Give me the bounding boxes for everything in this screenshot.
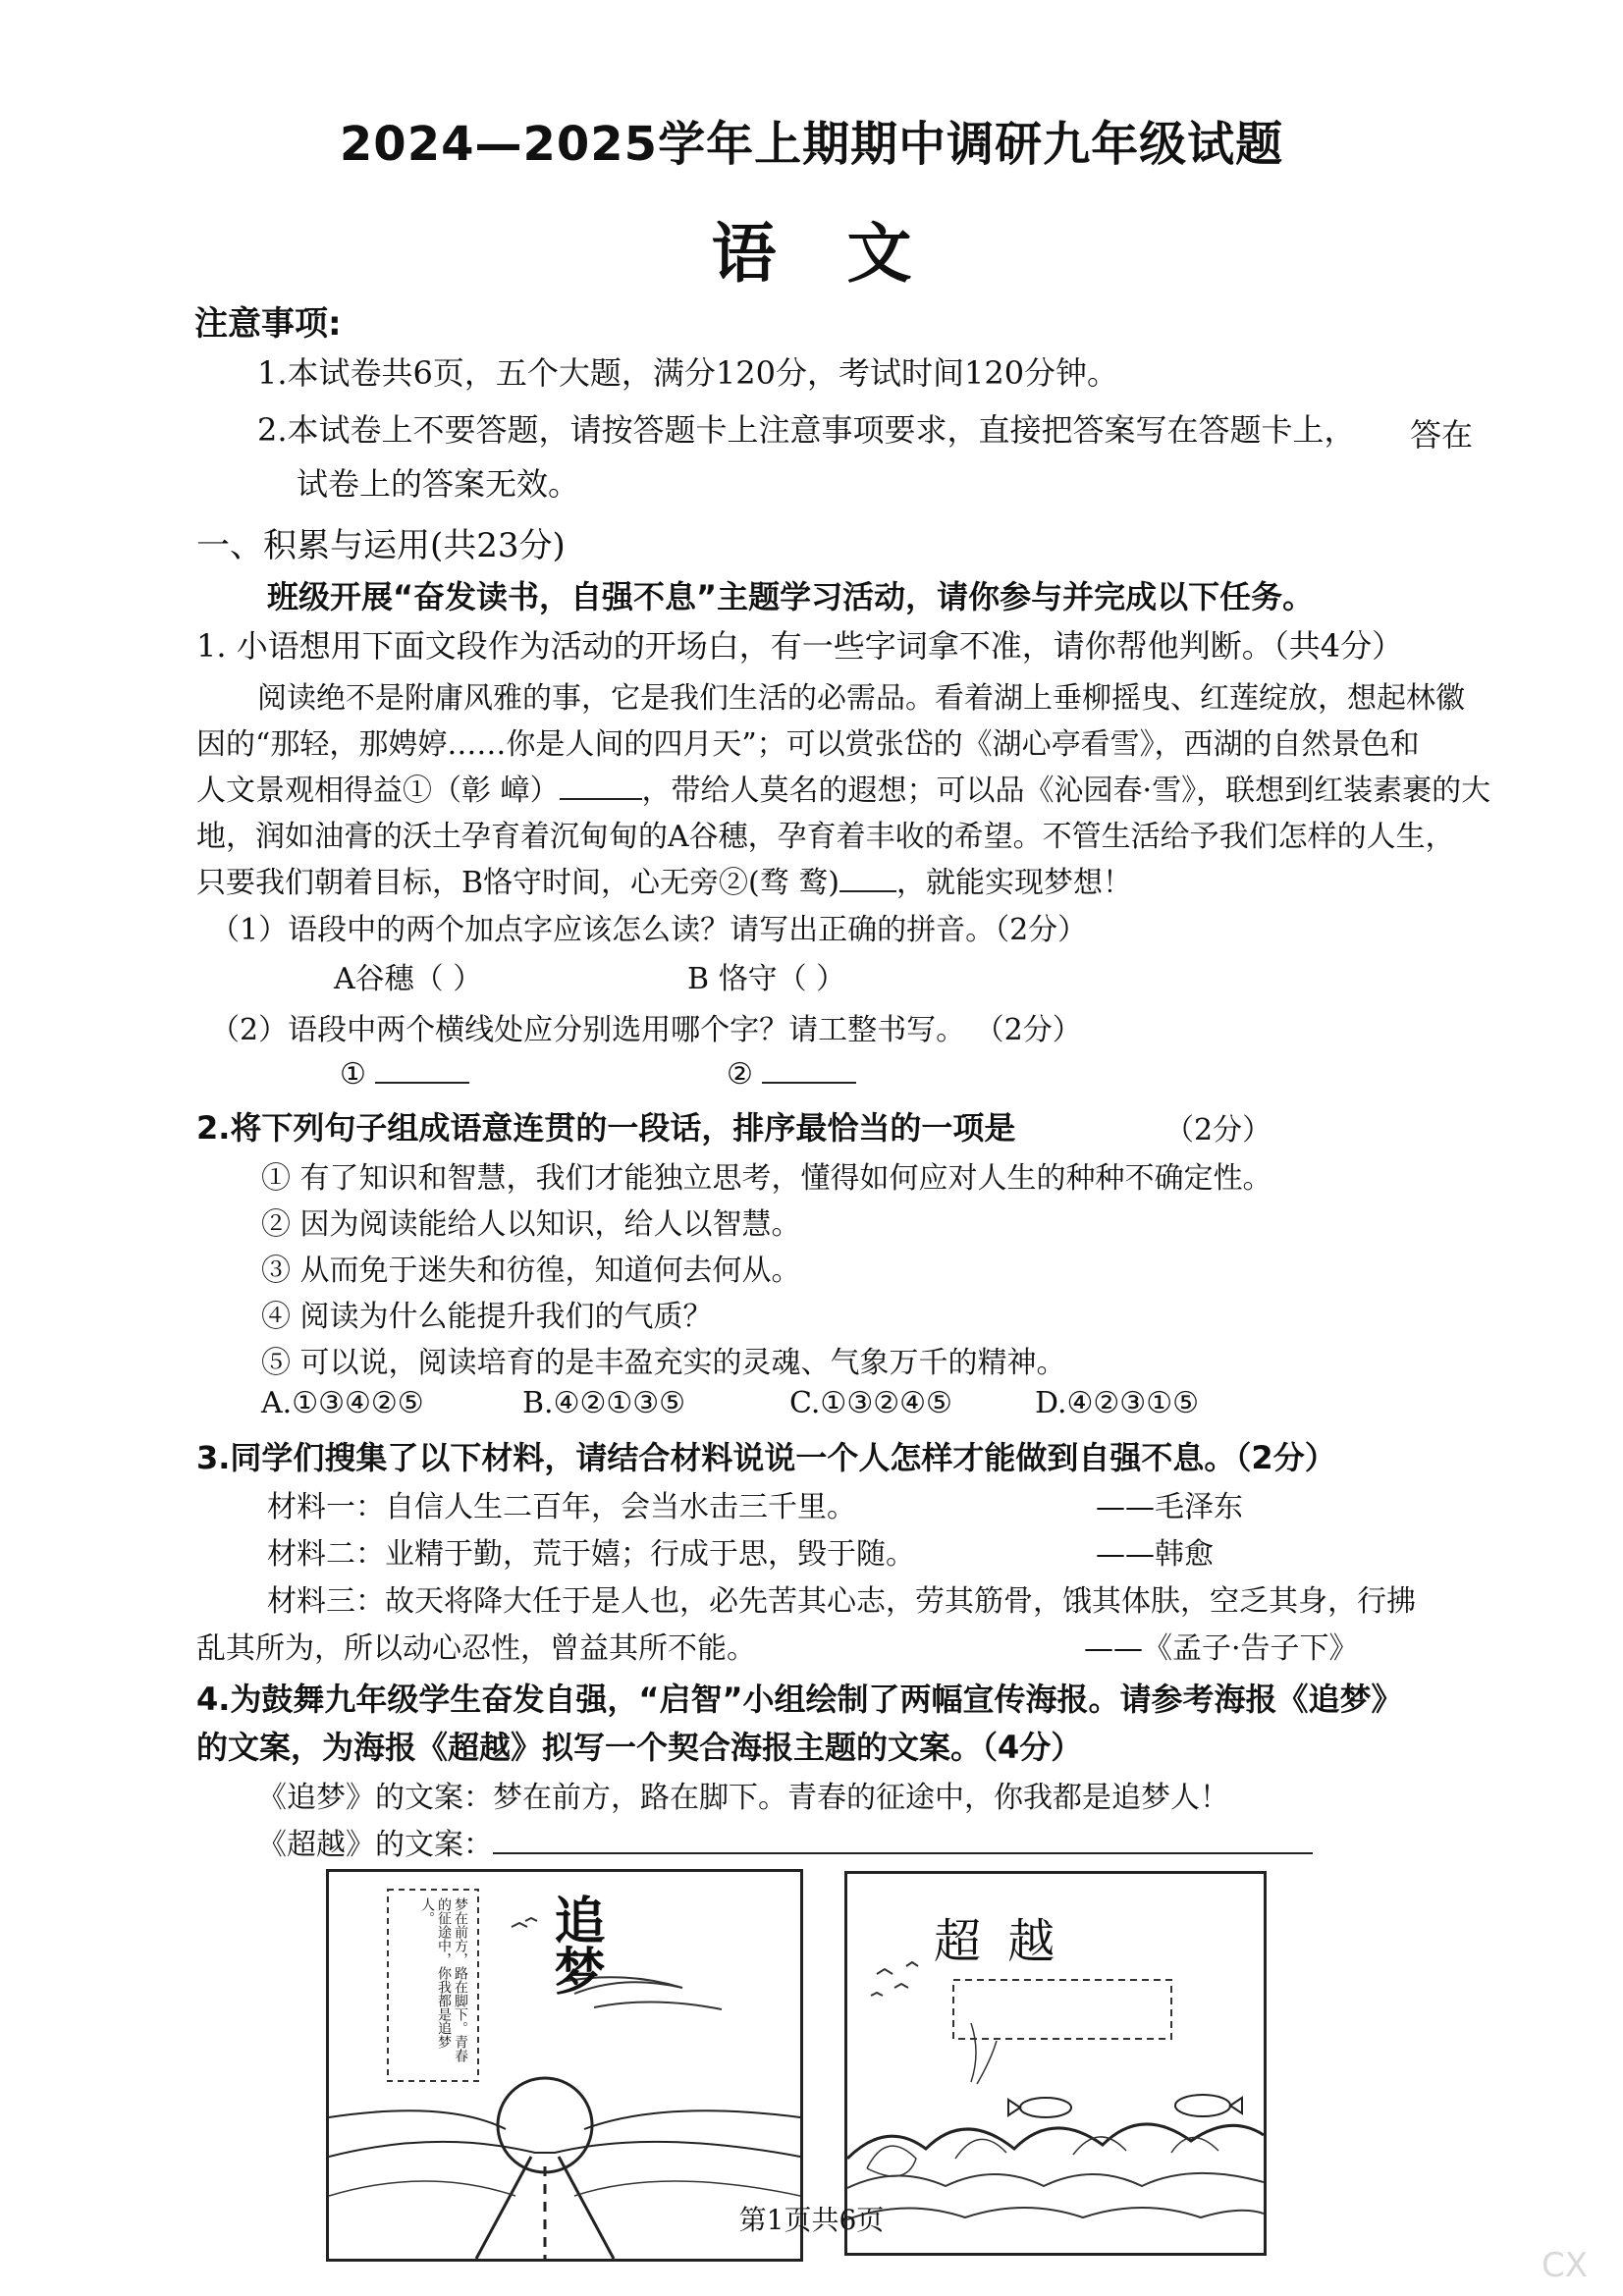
notice-item-1: 1.本试卷共6页，五个大题，满分120分，考试时间120分钟。 bbox=[257, 354, 1119, 392]
q1-passage-line-3a: 人文景观相得益①（彰 嶂） bbox=[196, 774, 560, 808]
q2-option-a: A.①③④②⑤ bbox=[261, 1386, 424, 1420]
q3-stem: 3.同学们搜集了以下材料，请结合材料说说一个人怎样才能做到自强不息。（2分） bbox=[196, 1439, 1336, 1476]
q3-material-3-line-1: 材料三：故天将降大任于是人也，必先苦其心志，劳其筋骨，饿其体肤，空乏其身，行拂 bbox=[267, 1584, 1416, 1619]
q1-passage-line-4: 地，润如油膏的沃土孕育着沉甸甸的A谷穗，孕育着丰收的希望。不管生活给予我们怎样的人生， bbox=[196, 820, 1455, 854]
q1-sub-question-2: （2）语段中两个横线处应分别选用哪个字？请工整书写。 （2分） bbox=[210, 1013, 1082, 1047]
q2-score: （2分） bbox=[1164, 1113, 1272, 1148]
q2-stem: 2.将下列句子组成语意连贯的一段话，排序最恰当的一项是 bbox=[196, 1109, 1016, 1147]
q2-sentence-5: ⑤ 可以说，阅读培育的是丰盈充实的灵魂、气象万千的精神。 bbox=[261, 1346, 1066, 1380]
birds bbox=[512, 1918, 537, 1927]
q3-material-1: 材料一：自信人生二百年，会当水击三千里。 bbox=[267, 1490, 856, 1524]
q2-option-b: B.④②①③⑤ bbox=[522, 1386, 686, 1420]
q1-blank-1 bbox=[560, 771, 642, 800]
q1-passage-line-3 bbox=[196, 766, 1490, 809]
q1-passage-line-5 bbox=[196, 858, 1132, 901]
q1-blank-2 bbox=[839, 863, 896, 892]
rising-sun bbox=[498, 2078, 592, 2172]
q4-stem-line-1: 4.为鼓舞九年级学生奋发自强，“启智”小组绘制了两幅宣传海报。请参考海报《追梦》 bbox=[196, 1681, 1403, 1718]
poster-chaoyue-title: 超 越 bbox=[934, 1914, 1061, 1969]
fish-2 bbox=[1175, 2095, 1230, 2116]
q2-sentence-4: ④ 阅读为什么能提升我们的气质？ bbox=[261, 1300, 713, 1334]
q2-sentence-2: ② 因为阅读能给人以知识，给人以智慧。 bbox=[261, 1207, 801, 1242]
birds bbox=[871, 1962, 918, 1996]
q1-sub-question-1: （1）语段中的两个加点字应该怎么读？请写出正确的拼音。（2分） bbox=[210, 913, 1088, 947]
notice-item-2b: 答在 bbox=[1410, 416, 1474, 454]
spray bbox=[971, 2023, 997, 2084]
q1-stem: 1. 小语想用下面文段作为活动的开场白，有一些字词拿不准，请你帮他判断。（共4分） bbox=[196, 627, 1404, 665]
page-number: 第1页共6页 bbox=[738, 2204, 885, 2236]
q4-copy-answer-label: 《超越》的文案： bbox=[257, 1828, 493, 1862]
notice-item-2a: 2.本试卷上不要答题，请按答题卡上注意事项要求，直接把答案写在答题卡上， bbox=[257, 411, 1356, 449]
q3-material-2-source: ——韩愈 bbox=[1096, 1537, 1214, 1572]
q1-sub1-answer-b: B 恪守（ ） bbox=[687, 962, 846, 996]
q4-stem-line-2: 的文案，为海报《超越》拟写一个契合海报主题的文案。（4分） bbox=[196, 1729, 1083, 1766]
subject-title bbox=[0, 201, 1623, 294]
q1-passage-line-2: 因的“那轻，那娉婷……你是人间的四月天”；可以赏张岱的《湖心亭看雪》，西湖的自然景色和 bbox=[196, 727, 1420, 762]
q4-answer-line bbox=[493, 1825, 1313, 1854]
q1-passage-line-5a: 只要我们朝着目标，B恪守时间，心无旁②(骛 鹜) bbox=[196, 866, 839, 900]
fish-1 bbox=[1020, 2098, 1071, 2117]
q1-passage-line-5b: ，就能实现梦想！ bbox=[896, 866, 1132, 900]
poster-zhuimeng-text: 梦在前方，路在脚下。青春的征途中，你我都是追梦人。 bbox=[419, 1897, 468, 2062]
section-1-intro: 班级开展“奋发读书，自强不息”主题学习活动，请你参与并完成以下任务。 bbox=[267, 578, 1315, 615]
q2-sentence-1: ① 有了知识和智慧，我们才能独立思考，懂得如何应对人生的种种不确定性。 bbox=[261, 1161, 1272, 1196]
poster-copy-box bbox=[953, 1980, 1171, 2039]
q1-passage-line-1: 阅读绝不是附庸风雅的事，它是我们生活的必需品。看着湖上垂柳摇曳、红莲绽放，想起林徽 bbox=[257, 681, 1465, 716]
q1-sub2-label-2: ② bbox=[727, 1057, 753, 1092]
q1-sub2-answer-2 bbox=[727, 1054, 856, 1092]
q3-material-1-source: ——毛泽东 bbox=[1096, 1490, 1243, 1524]
q4-copy-example: 《追梦》的文案：梦在前方，路在脚下。青春的征途中，你我都是追梦人！ bbox=[257, 1781, 1229, 1815]
q4-copy-answer bbox=[257, 1820, 1313, 1863]
q3-material-3-source: ——《孟子·告子下》 bbox=[1084, 1631, 1359, 1666]
notice-item-2c: 试卷上的答案无效。 bbox=[297, 465, 580, 503]
poster-zhuimeng-title: 追梦 bbox=[545, 1894, 604, 1996]
q2-option-c: C.①③②④⑤ bbox=[789, 1386, 952, 1420]
subject-char-2: 文 bbox=[846, 216, 912, 292]
q1-passage-line-3b: ，带给人莫名的遐想；可以品《沁园春·雪》，联想到红装素裹的大 bbox=[641, 774, 1491, 808]
subject-char-1: 语 bbox=[711, 216, 777, 292]
q1-sub2-blank-1 bbox=[375, 1054, 469, 1084]
q3-material-2: 材料二：业精于勤，荒于嬉；行成于思，毁于随。 bbox=[267, 1537, 915, 1572]
section-1-heading: 一、积累与运用(共23分) bbox=[196, 526, 566, 565]
q1-sub2-answer-1 bbox=[340, 1054, 469, 1092]
q1-sub1-answer-a: A谷穗（ ） bbox=[334, 962, 483, 996]
watermark: CX bbox=[1541, 2246, 1588, 2285]
exam-title: 2024—2025学年上期期中调研九年级试题 bbox=[339, 117, 1284, 172]
q3-material-3-line-2: 乱其所为，所以动心忍性，曾益其所不能。 bbox=[196, 1631, 756, 1666]
q1-sub2-blank-2 bbox=[762, 1054, 856, 1084]
q1-sub2-label-1: ① bbox=[340, 1057, 366, 1092]
notice-heading: 注意事项: bbox=[194, 304, 342, 344]
q2-sentence-3: ③ 从而免于迷失和彷徨，知道何去何从。 bbox=[261, 1254, 801, 1288]
q2-option-d: D.④②③①⑤ bbox=[1035, 1386, 1199, 1420]
